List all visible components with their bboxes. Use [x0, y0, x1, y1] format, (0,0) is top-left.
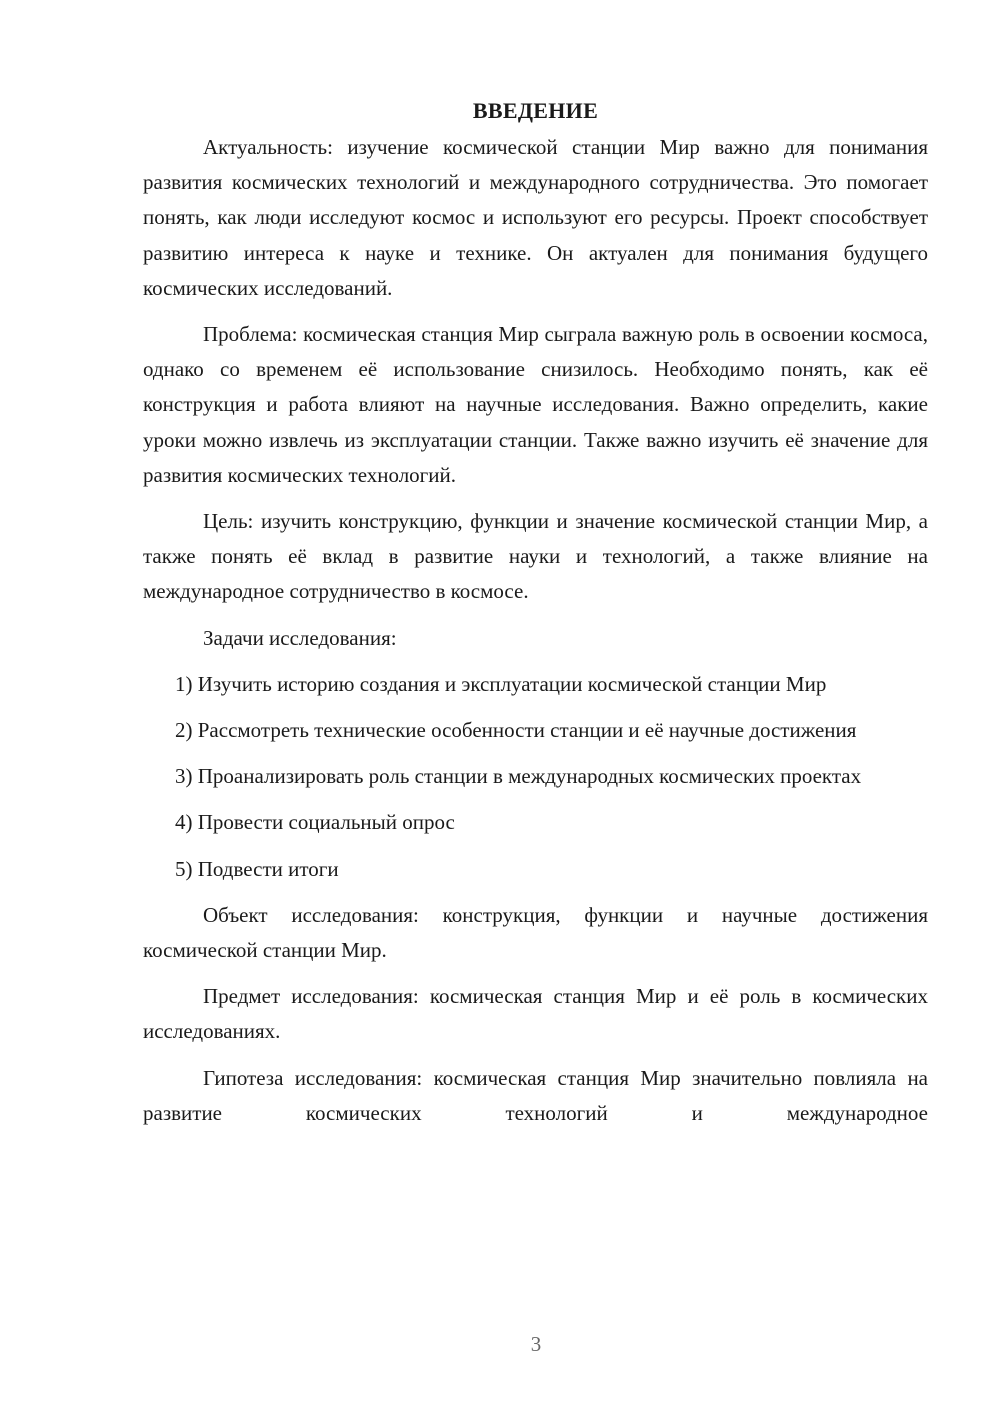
- task-item: 4) Провести социальный опрос: [175, 810, 455, 835]
- page-number: 3: [530, 1332, 542, 1356]
- task-item: 5) Подвести итоги: [175, 856, 339, 881]
- task-item: 1) Изучить историю создания и эксплуатации космической станции Мир: [175, 671, 827, 696]
- object-paragraph: Объект исследования: конструкция, функции и научные достижения космической станции Мир.: [143, 902, 928, 963]
- task-item: 2) Рассмотреть технические особенности станции и её научные достижения: [175, 718, 857, 743]
- task-item: 3) Проанализировать роль станции в международных космических проектах: [175, 764, 862, 789]
- subject-paragraph: Предмет исследования: космическая станция Мир и её роль в космических исследованиях.: [143, 984, 928, 1044]
- problem-paragraph: Проблема: космическая станция Мир сыграла важную роль в освоении космоса, однако со временем её использование снизилось. Необходимо понять, как её конструкция и работа влияют на научные исследования. Важно определить, какие уроки можно извлечь из эксплуатации станции. Также важно изучить её значение для развития космических технологий.: [143, 322, 928, 487]
- section-heading: ВВЕДЕНИЕ: [472, 98, 599, 123]
- page-body: [143, 96, 928, 1142]
- tasks-title: Задачи исследования:: [203, 625, 397, 650]
- hypothesis-paragraph: Гипотеза исследования: космическая станция Мир значительно повлияла на развитие космических технологий и международное: [143, 1065, 928, 1125]
- goal-paragraph: Цель: изучить конструкцию, функции и значение космической станции Мир, а также понять её вклад в развитие науки и технологий, а также влияние на международное сотрудничество в космосе.: [143, 509, 928, 604]
- relevance-paragraph: Актуальность: изучение космической станции Мир важно для понимания развития космических технологий и международного сотрудничества. Это помогает понять, как люди исследуют космос и используют его ресурсы. Проект способствует развитию интереса к науке и технике. Он актуален для понимания будущего космических исследований.: [143, 135, 928, 300]
